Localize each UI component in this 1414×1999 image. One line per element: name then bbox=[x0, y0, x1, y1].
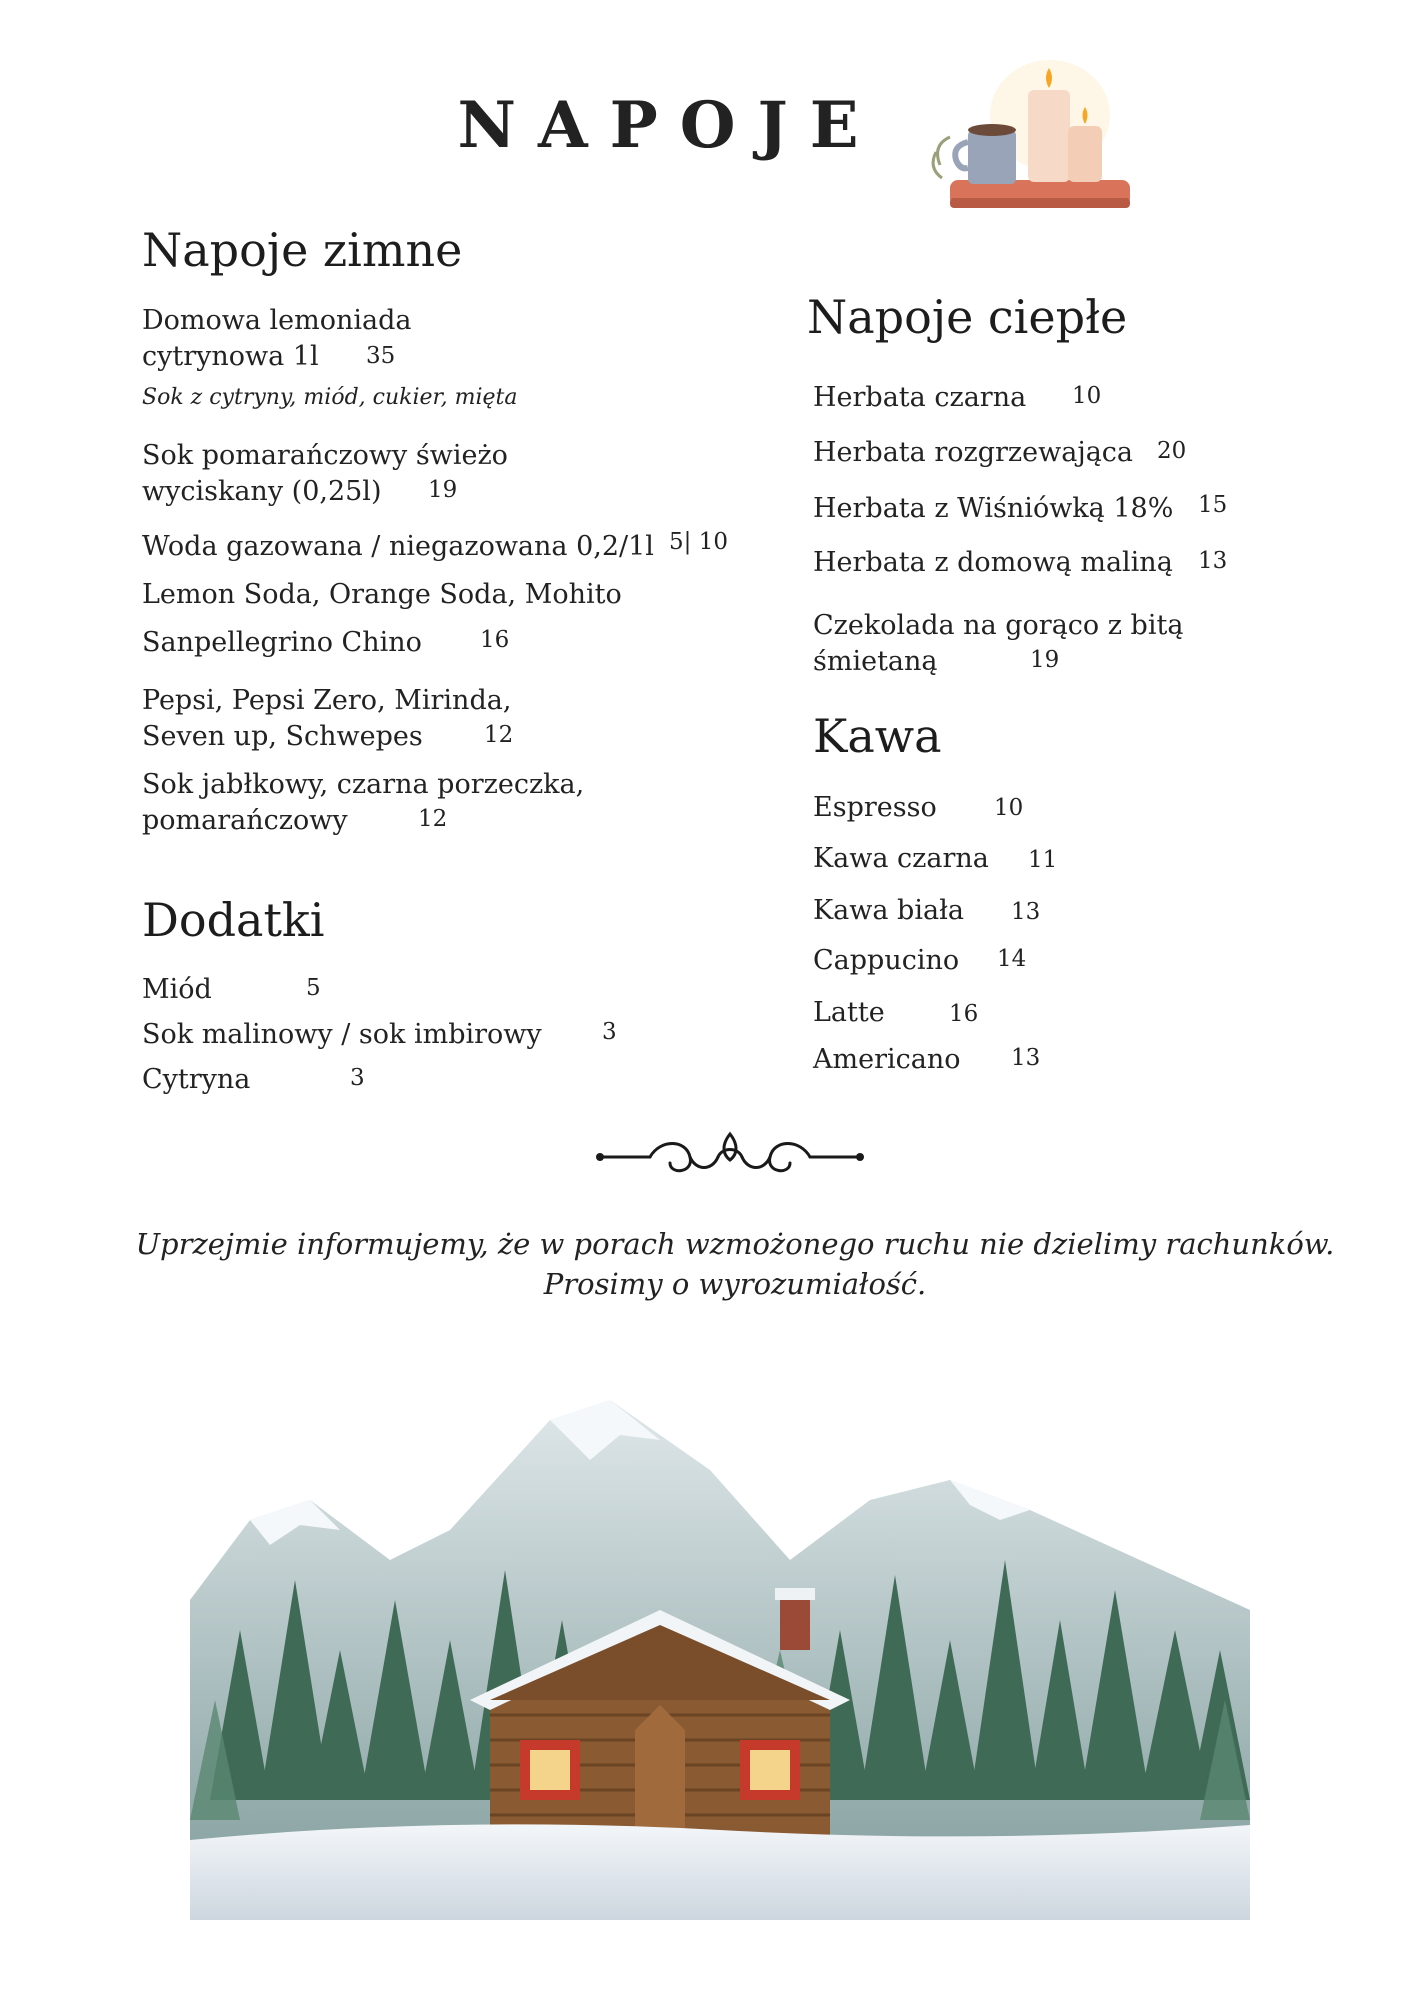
menu-item-name: Americano bbox=[813, 1044, 961, 1075]
menu-item-price: 19 bbox=[428, 477, 458, 503]
cold-drinks-heading: Napoje zimne bbox=[142, 223, 463, 277]
menu-item-price: 11 bbox=[1028, 847, 1058, 873]
menu-item-name: Sok pomarańczowy świeżo bbox=[142, 440, 508, 471]
page-title: NAPOJE bbox=[457, 88, 881, 163]
menu-item-price: 12 bbox=[418, 806, 448, 832]
menu-item-price: 15 bbox=[1198, 492, 1228, 518]
menu-item-name: Kawa czarna bbox=[813, 843, 989, 874]
menu-item-price: 5| 10 bbox=[669, 529, 728, 555]
menu-item-price: 16 bbox=[480, 627, 510, 653]
menu-item-price: 13 bbox=[1011, 899, 1041, 925]
menu-item-name: Sanpellegrino Chino bbox=[142, 627, 422, 658]
menu-item-name: Herbata rozgrzewająca bbox=[813, 437, 1134, 468]
menu-item-price: 14 bbox=[997, 946, 1027, 972]
extras-heading: Dodatki bbox=[142, 893, 325, 947]
winter-cabin-illustration bbox=[190, 1400, 1250, 1940]
menu-item-price: 10 bbox=[994, 795, 1024, 821]
menu-item-name: Seven up, Schwepes bbox=[142, 721, 423, 752]
menu-item-price: 3 bbox=[350, 1065, 365, 1091]
menu-item-price: 35 bbox=[366, 343, 396, 369]
menu-item-name: Herbata z Wiśniówką 18% bbox=[813, 493, 1174, 524]
menu-item-price: 5 bbox=[306, 975, 321, 1001]
menu-item-price: 10 bbox=[1072, 383, 1102, 409]
menu-item-price: 16 bbox=[949, 1001, 979, 1027]
menu-item-name: cytrynowa 1l bbox=[142, 341, 319, 372]
menu-item-name: Miód bbox=[142, 974, 212, 1005]
menu-item-name: Sok jabłkowy, czarna porzeczka, bbox=[142, 769, 585, 800]
ornament-divider bbox=[590, 1120, 870, 1190]
menu-item-price: 3 bbox=[602, 1019, 617, 1045]
menu-item-name: pomarańczowy bbox=[142, 805, 348, 836]
notice-line-2: Prosimy o wyrozumiałość. bbox=[543, 1267, 927, 1301]
menu-item-name: Latte bbox=[813, 997, 885, 1028]
menu-item-name: wyciskany (0,25l) bbox=[142, 476, 382, 507]
menu-item-name: Domowa lemoniada bbox=[142, 305, 412, 336]
menu-item-name: Lemon Soda, Orange Soda, Mohito bbox=[142, 579, 622, 610]
notice-line-1: Uprzejmie informujemy, że w porach wzmożonego ruchu nie dzielimy rachunków. bbox=[135, 1227, 1335, 1261]
hot-drinks-heading: Napoje ciepłe bbox=[807, 290, 1128, 344]
coffee-heading: Kawa bbox=[813, 709, 942, 763]
menu-item-description: Sok z cytryny, miód, cukier, mięta bbox=[142, 385, 518, 410]
menu-item-name: Herbata czarna bbox=[813, 382, 1027, 413]
menu-item-name: śmietaną bbox=[813, 646, 938, 677]
menu-item-price: 13 bbox=[1011, 1045, 1041, 1071]
menu-item-name: Cappucino bbox=[813, 945, 960, 976]
menu-item-name: Kawa biała bbox=[813, 895, 964, 926]
menu-item-name: Cytryna bbox=[142, 1064, 251, 1095]
menu-item-name: Pepsi, Pepsi Zero, Mirinda, bbox=[142, 685, 512, 716]
menu-item-price: 19 bbox=[1030, 647, 1060, 673]
menu-item-name: Czekolada na gorąco z bitą bbox=[813, 610, 1184, 641]
menu-item-price: 12 bbox=[484, 722, 514, 748]
menu-item-name: Espresso bbox=[813, 792, 937, 823]
menu-item-name: Herbata z domową maliną bbox=[813, 547, 1173, 578]
menu-item-price: 13 bbox=[1198, 548, 1228, 574]
menu-item-name: Sok malinowy / sok imbirowy bbox=[142, 1019, 542, 1050]
menu-item-name: Woda gazowana / niegazowana 0,2/1l bbox=[142, 531, 654, 562]
candles-mug-illustration bbox=[920, 60, 1150, 220]
menu-item-price: 20 bbox=[1157, 438, 1187, 464]
